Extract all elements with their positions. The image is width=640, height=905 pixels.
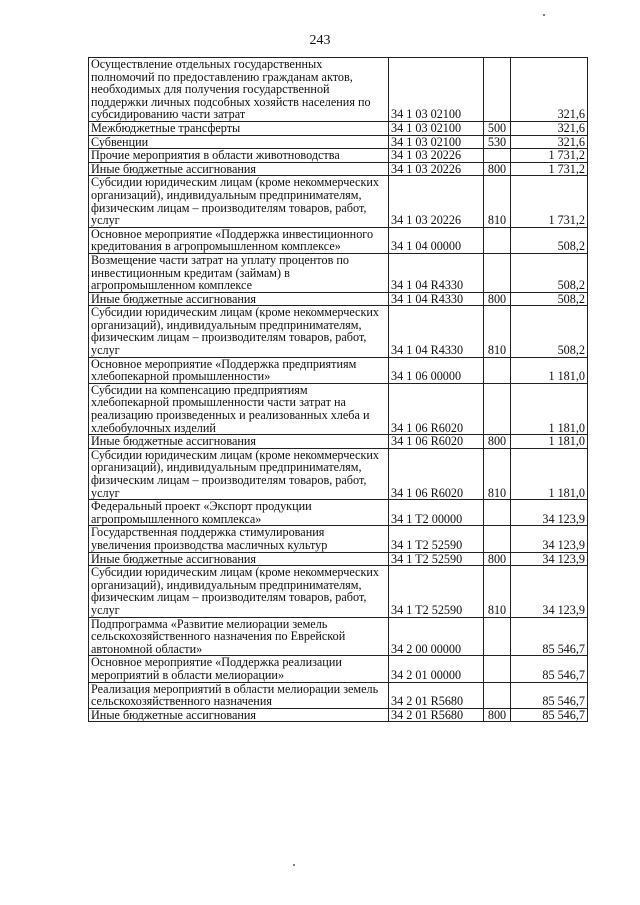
row-code: 34 2 01 R5680	[389, 682, 484, 708]
table-row	[89, 58, 588, 122]
row-expense-type: 810	[484, 306, 511, 357]
row-code: 34 2 01 00000	[389, 656, 484, 682]
row-expense-type	[484, 253, 511, 292]
scan-speck	[543, 14, 545, 16]
table-row	[89, 566, 588, 617]
row-sum: 1 181,0	[511, 435, 588, 449]
table-row	[89, 292, 588, 306]
budget-table	[88, 57, 588, 722]
table-row	[89, 435, 588, 449]
table-row	[89, 552, 588, 566]
row-expense-type	[484, 383, 511, 434]
table-row	[89, 176, 588, 227]
row-expense-type: 810	[484, 448, 511, 499]
row-sum: 321,6	[511, 135, 588, 149]
row-name: Федеральный проект «Экспорт продукции агропромышленного комплекса»	[89, 500, 389, 526]
row-name: Иные бюджетные ассигнования	[89, 292, 389, 306]
row-sum: 1 181,0	[511, 448, 588, 499]
row-name: Основное мероприятие «Поддержка инвестиционного кредитования в агропромышленном комплексе»	[89, 227, 389, 253]
row-name: Субсидии на компенсацию предприятиям хлебопекарной промышленности части затрат на реализацию произведенных и реализованных хлеба и хлебобулочных изделий	[89, 383, 389, 434]
table-row	[89, 617, 588, 656]
table-row	[89, 656, 588, 682]
row-name: Реализация мероприятий в области мелиорации земель сельскохозяйственного назначения	[89, 682, 389, 708]
row-expense-type	[484, 682, 511, 708]
table-row	[89, 306, 588, 357]
row-code: 34 1 03 02100	[389, 121, 484, 135]
row-name: Подпрограмма «Развитие мелиорации земель сельскохозяйственного назначения по Еврейской автономной области»	[89, 617, 389, 656]
row-code: 34 2 00 00000	[389, 617, 484, 656]
row-expense-type	[484, 357, 511, 383]
row-expense-type: 500	[484, 121, 511, 135]
row-expense-type: 800	[484, 162, 511, 176]
row-expense-type: 800	[484, 708, 511, 722]
row-sum: 321,6	[511, 121, 588, 135]
row-code: 34 1 03 20226	[389, 162, 484, 176]
scan-speck	[293, 864, 295, 866]
row-name: Субвенции	[89, 135, 389, 149]
row-code: 34 1 03 02100	[389, 58, 484, 122]
row-expense-type: 530	[484, 135, 511, 149]
page-number: 243	[309, 33, 331, 48]
row-code: 34 1 03 20226	[389, 149, 484, 163]
row-code: 34 1 06 R6020	[389, 383, 484, 434]
row-expense-type: 800	[484, 435, 511, 449]
row-expense-type	[484, 526, 511, 552]
row-sum: 85 546,7	[511, 617, 588, 656]
row-name: Субсидии юридическим лицам (кроме некоммерческих организаций), индивидуальным предпринимателям, физическим лицам – производителям товаров, работ, услуг	[89, 448, 389, 499]
row-expense-type	[484, 656, 511, 682]
row-sum: 508,2	[511, 227, 588, 253]
row-name: Возмещение части затрат на уплату процентов по инвестиционным кредитам (займам) в агропромышленном комплексе	[89, 253, 389, 292]
row-expense-type	[484, 227, 511, 253]
row-sum: 321,6	[511, 58, 588, 122]
row-code: 34 1 04 R4330	[389, 253, 484, 292]
row-name: Межбюджетные трансферты	[89, 121, 389, 135]
row-code: 34 1 04 00000	[389, 227, 484, 253]
row-code: 34 1 06 00000	[389, 357, 484, 383]
row-code: 34 1 06 R6020	[389, 448, 484, 499]
row-sum: 85 546,7	[511, 682, 588, 708]
budget-table-body	[89, 58, 588, 722]
row-code: 34 1 T2 52590	[389, 566, 484, 617]
table-row	[89, 149, 588, 163]
row-name: Иные бюджетные ассигнования	[89, 162, 389, 176]
row-name: Субсидии юридическим лицам (кроме некоммерческих организаций), индивидуальным предпринимателям, физическим лицам – производителям товаров, работ, услуг	[89, 566, 389, 617]
table-row	[89, 227, 588, 253]
row-code: 34 1 03 02100	[389, 135, 484, 149]
row-expense-type: 800	[484, 292, 511, 306]
row-expense-type	[484, 149, 511, 163]
row-expense-type: 810	[484, 566, 511, 617]
row-expense-type	[484, 500, 511, 526]
table-row	[89, 162, 588, 176]
row-name: Субсидии юридическим лицам (кроме некоммерческих организаций), индивидуальным предпринимателям, физическим лицам – производителям товаров, работ, услуг	[89, 176, 389, 227]
table-row	[89, 135, 588, 149]
row-expense-type	[484, 58, 511, 122]
row-expense-type: 800	[484, 552, 511, 566]
row-sum: 1 181,0	[511, 383, 588, 434]
table-row	[89, 357, 588, 383]
row-name: Субсидии юридическим лицам (кроме некоммерческих организаций), индивидуальным предпринимателям, физическим лицам – производителям товаров, работ, услуг	[89, 306, 389, 357]
table-row	[89, 500, 588, 526]
row-sum: 34 123,9	[511, 526, 588, 552]
row-sum: 508,2	[511, 292, 588, 306]
row-sum: 1 181,0	[511, 357, 588, 383]
row-name: Иные бюджетные ассигнования	[89, 708, 389, 722]
row-sum: 1 731,2	[511, 162, 588, 176]
row-name: Прочие мероприятия в области животноводства	[89, 149, 389, 163]
row-expense-type: 810	[484, 176, 511, 227]
row-sum: 508,2	[511, 253, 588, 292]
table-row	[89, 682, 588, 708]
row-code: 34 1 04 R4330	[389, 306, 484, 357]
row-name: Иные бюджетные ассигнования	[89, 552, 389, 566]
row-sum: 34 123,9	[511, 500, 588, 526]
row-sum: 1 731,2	[511, 149, 588, 163]
row-sum: 34 123,9	[511, 566, 588, 617]
table-row	[89, 253, 588, 292]
row-code: 34 1 T2 00000	[389, 500, 484, 526]
row-name: Основное мероприятие «Поддержка предприятиям хлебопекарной промышленности»	[89, 357, 389, 383]
row-sum: 85 546,7	[511, 656, 588, 682]
table-row	[89, 121, 588, 135]
row-code: 34 1 06 R6020	[389, 435, 484, 449]
row-name: Основное мероприятие «Поддержка реализации мероприятий в области мелиорации»	[89, 656, 389, 682]
row-code: 34 1 T2 52590	[389, 552, 484, 566]
row-name: Государственная поддержка стимулирования увеличения производства масличных культур	[89, 526, 389, 552]
row-code: 34 1 04 R4330	[389, 292, 484, 306]
table-row	[89, 383, 588, 434]
row-expense-type	[484, 617, 511, 656]
row-sum: 508,2	[511, 306, 588, 357]
row-code: 34 1 T2 52590	[389, 526, 484, 552]
row-name: Осуществление отдельных государственных полномочий по предоставлению гражданам актов, необходимых для получения государственной поддержки личных подсобных хозяйств населения по субсидированию части затрат	[89, 58, 389, 122]
table-row	[89, 526, 588, 552]
row-sum: 34 123,9	[511, 552, 588, 566]
table-row	[89, 448, 588, 499]
row-code: 34 1 03 20226	[389, 176, 484, 227]
table-row	[89, 708, 588, 722]
row-sum: 1 731,2	[511, 176, 588, 227]
row-sum: 85 546,7	[511, 708, 588, 722]
row-code: 34 2 01 R5680	[389, 708, 484, 722]
row-name: Иные бюджетные ассигнования	[89, 435, 389, 449]
